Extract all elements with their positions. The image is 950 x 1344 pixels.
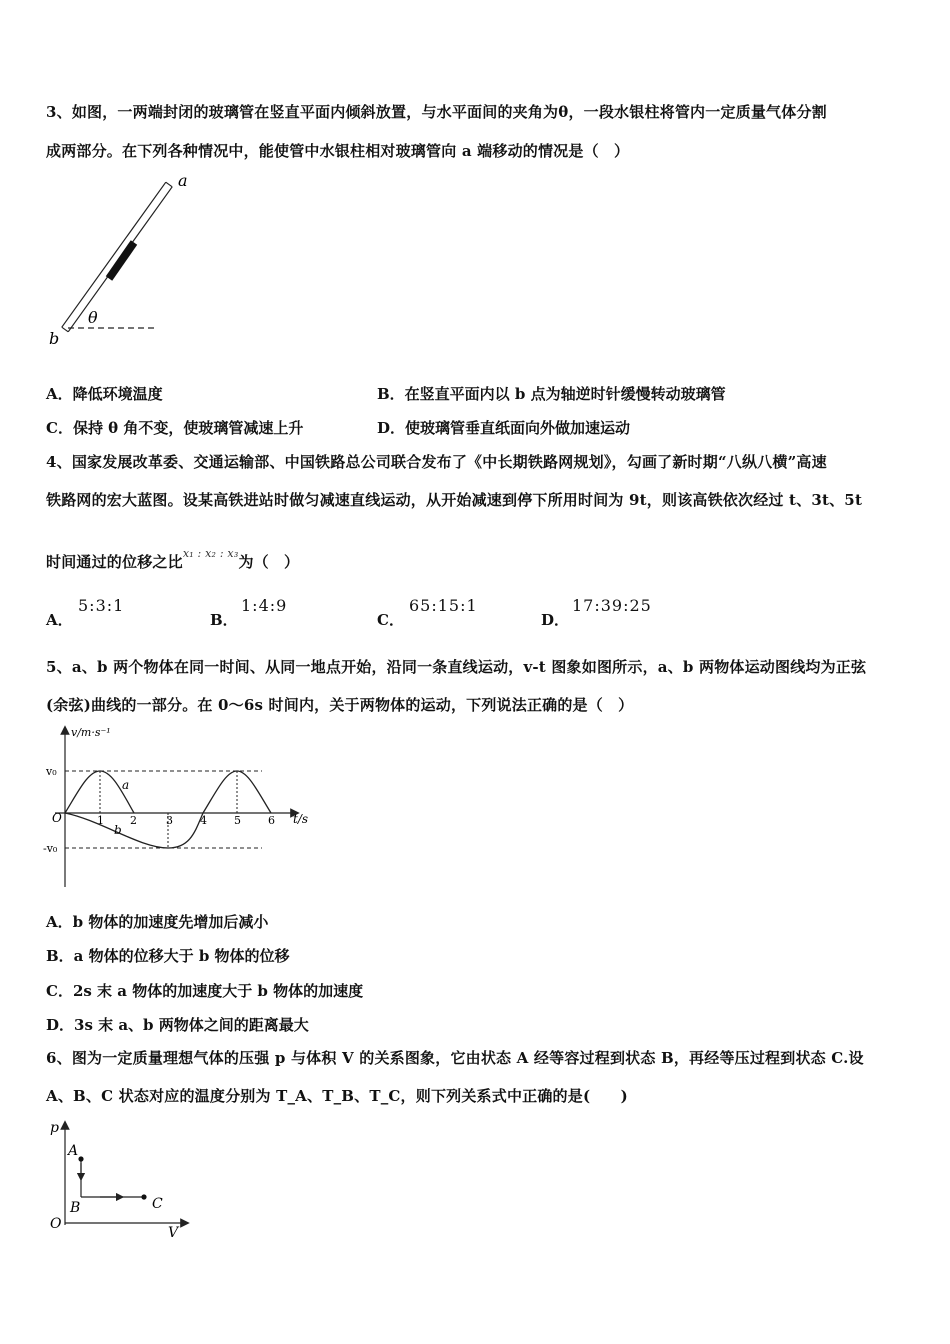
q5-option-d: D．3s 末 a、b 两物体之间的距离最大 — [46, 1016, 309, 1034]
q4-option-a-value: 5:3:1 — [78, 596, 125, 615]
q4-option-d-label: D． — [541, 611, 570, 629]
q3-option-a: A．降低环境温度 — [46, 385, 163, 403]
state-c-label: C — [152, 1196, 163, 1212]
q6-text-line1: 6、图为一定质量理想气体的压强 p 与体积 V 的关系图象，它由状态 A 经等容过程到状态 B，再经等压过程到状态 C.设 — [46, 1049, 864, 1067]
tick-6: 6 — [268, 814, 275, 827]
q5-option-a: A．b 物体的加速度先增加后减小 — [46, 913, 269, 931]
q4-line3-pre: 时间通过的位移之比 — [46, 553, 183, 571]
neg-v0-label: -v₀ — [43, 842, 58, 855]
label-a: a — [178, 171, 188, 190]
state-c-point — [141, 1194, 146, 1199]
x-axis-label: t/s — [293, 812, 309, 826]
q4-ratio-formula: x₁ : x₂ : x₃ — [182, 547, 239, 560]
q3-option-c: C．保持 θ 角不变，使玻璃管减速上升 — [46, 419, 304, 437]
glass-tube — [62, 182, 172, 332]
q4-option-a-label: A． — [46, 611, 73, 629]
curve-a-label: a — [122, 778, 130, 792]
q5-option-b: B．a 物体的位移大于 b 物体的位移 — [46, 947, 290, 965]
q5-option-c: C．2s 末 a 物体的加速度大于 b 物体的加速度 — [46, 982, 364, 1000]
q5-vt-graph — [40, 722, 330, 892]
q4-option-b-label: B． — [210, 611, 238, 629]
v-axis-label: V — [168, 1225, 179, 1240]
tick-3: 3 — [166, 814, 173, 827]
q4-text-line2: 铁路网的宏大蓝图。设某高铁进站时做匀减速直线运动，从开始减速到停下所用时间为 9t，则该高铁依次经过 t、3t、5t — [46, 491, 863, 509]
q5-text-line1: 5、a、b 两个物体在同一时间、从同一地点开始，沿同一条直线运动，v-t 图象如图所示，a、b 两物体运动图线均为正弦 — [46, 658, 867, 676]
q5-text-line2: (余弦)曲线的一部分。在 0～6s 时间内，关于两物体的运动，下列说法正确的是（ ） — [46, 696, 634, 714]
tick-4: 4 — [200, 814, 207, 827]
q4-option-d-value: 17:39:25 — [572, 596, 652, 615]
q4-option-c-value: 65:15:1 — [409, 596, 478, 615]
curve-b-label: b — [114, 823, 122, 837]
q3-text-line2: 成两部分。在下列各种情况中，能使管中水银柱相对玻璃管向 a 端移动的情况是（ ） — [46, 142, 630, 160]
q6-pv-graph — [40, 1115, 200, 1240]
label-b: b — [49, 329, 60, 348]
state-a-point — [78, 1156, 83, 1161]
origin-label: O — [50, 1216, 62, 1232]
q4-option-b-value: 1:4:9 — [241, 596, 288, 615]
tick-5: 5 — [234, 814, 241, 827]
q4-option-c-label: C． — [377, 611, 404, 629]
q3-tube-figure — [40, 168, 210, 353]
q4-text-line1: 4、国家发展改革委、交通运输部、中国铁路总公司联合发布了《中长期铁路网规划》，勾画了新时期“八纵八横”高速 — [46, 453, 827, 471]
q3-text-line1: 3、如图，一两端封闭的玻璃管在竖直平面内倾斜放置，与水平面间的夹角为θ，一段水银柱将管内一定质量气体分割 — [46, 103, 827, 121]
tick-1: 1 — [97, 814, 104, 827]
q6-text-line2: A、B、C 状态对应的温度分别为 T_A、T_B、T_C，则下列关系式中正确的是( ) — [46, 1087, 628, 1105]
state-a-label: A — [68, 1143, 79, 1159]
label-theta: θ — [88, 308, 98, 327]
q3-option-d: D．使玻璃管垂直纸面向外做加速运动 — [377, 419, 631, 437]
origin-label: O — [52, 811, 62, 825]
tick-2: 2 — [130, 814, 137, 827]
p-axis-label: p — [50, 1120, 59, 1136]
y-axis-label: v/m·s⁻¹ — [71, 726, 111, 739]
q4-line3-post: 为（ ） — [238, 553, 300, 571]
state-b-label: B — [70, 1200, 81, 1216]
mercury-column — [106, 240, 137, 281]
q3-option-b: B．在竖直平面内以 b 点为轴逆时针缓慢转动玻璃管 — [377, 385, 726, 403]
q4-text-line3 — [46, 547, 300, 572]
v0-label: v₀ — [46, 765, 57, 778]
